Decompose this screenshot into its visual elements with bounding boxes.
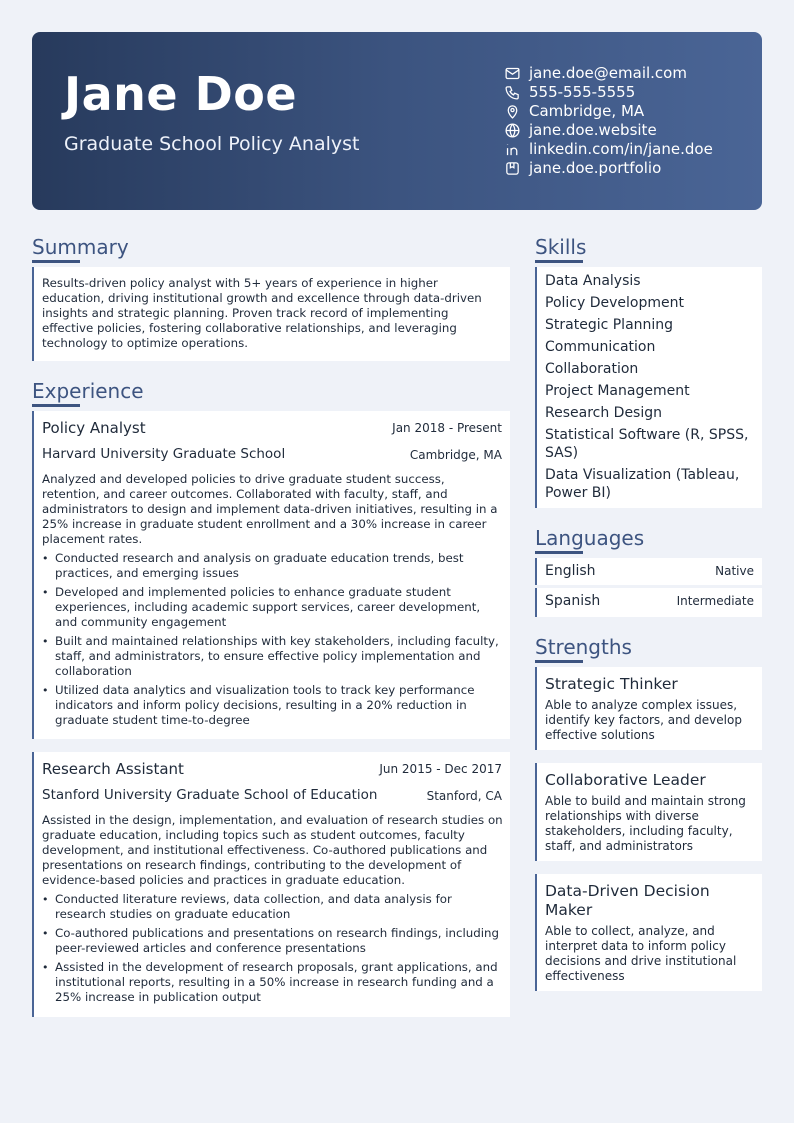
section-underline (535, 551, 583, 554)
section-underline (32, 404, 80, 407)
job-description: Analyzed and developed policies to drive graduate student success, retention, and career outcomes. Collaborated with faculty, staff, and administrators to design and implement data-driven initiatives, resulting in a 25% increase in graduate student enrollment and a 30% increase in career placement rates. (42, 472, 498, 546)
job-bullet: • Co-authored publications and presentations on research findings, including peer-reviewed articles and conference presentations (42, 926, 502, 956)
location-icon (504, 103, 521, 120)
job-title: Policy Analyst (42, 419, 146, 437)
summary-heading: Summary (32, 235, 129, 259)
section-underline (32, 260, 80, 263)
language-level: Native (715, 564, 754, 578)
job-bullet: • Conducted research and analysis on graduate education trends, best practices, and emerging issues (42, 551, 502, 581)
skill-item: Strategic Planning (545, 317, 674, 333)
skill-item: Statistical Software (R, SPSS, SAS) (545, 427, 749, 461)
skills-card (535, 267, 762, 508)
job-bullet: • Conducted literature reviews, data collection, and data analysis for research studies on graduate education (42, 892, 502, 922)
contact-list (504, 64, 713, 178)
strength-title: Data-Driven Decision Maker (545, 882, 710, 919)
contact-text: jane.doe.website (529, 121, 657, 139)
strength-card (535, 763, 762, 861)
job-bullet: • Developed and implemented policies to enhance graduate student experiences, including academic support services, career development, and community engagement (42, 585, 502, 630)
strength-title: Collaborative Leader (545, 771, 706, 789)
contact-linkedin[interactable] (504, 140, 713, 159)
language-row (545, 591, 754, 611)
linkedin-icon (504, 141, 521, 158)
strength-card (535, 874, 762, 991)
language-name: Spanish (545, 593, 601, 609)
contact-text: Cambridge, MA (529, 102, 645, 120)
language-name: English (545, 563, 596, 579)
strength-description: Able to collect, analyze, and interpret data to inform policy decisions and drive institutional effectiveness (545, 924, 737, 983)
strengths-heading: Strengths (535, 635, 632, 659)
contact-text: 555-555-5555 (529, 83, 636, 101)
strength-description: Able to build and maintain strong relationships with diverse stakeholders, including faculty, staff, and administrators (545, 794, 746, 853)
phone-icon (504, 84, 521, 101)
skill-item: Communication (545, 339, 656, 355)
job-location: Stanford, CA (426, 789, 502, 803)
contact-text: linkedin.com/in/jane.doe (529, 140, 713, 158)
mail-icon (504, 65, 521, 82)
job-date: Jan 2018 - Present (392, 421, 502, 435)
language-level: Intermediate (676, 594, 754, 608)
language-card (535, 558, 762, 585)
job-bullet: • Utilized data analytics and visualization tools to track key performance indicators and inform policy decisions, resulting in a 20% reduction in graduate student time-to-degree (42, 683, 502, 728)
experience-heading: Experience (32, 379, 144, 403)
contact-text: jane.doe.portfolio (529, 159, 662, 177)
language-card (535, 588, 762, 617)
job-bullet: • Built and maintained relationships with key stakeholders, including faculty, staff, and administrators, to ensure effective policy implementation and collaboration (42, 634, 502, 679)
skill-item: Policy Development (545, 295, 684, 311)
contact-email[interactable] (504, 64, 713, 83)
job-entry (32, 411, 510, 739)
contact-text: jane.doe@email.com (529, 64, 687, 82)
skill-item: Project Management (545, 383, 690, 399)
job-description: Assisted in the design, implementation, and evaluation of research studies on graduate education, including topics such as student outcomes, faculty development, and institutional effectiveness. Co-authored publications and presentations on research findings, contributing to the development of evidence-based policies and practices in graduate education. (42, 813, 503, 887)
resume-header (32, 32, 762, 210)
job-organization: Harvard University Graduate School (42, 446, 286, 462)
portfolio-icon (504, 160, 521, 177)
job-bullets (42, 551, 502, 732)
languages-heading: Languages (535, 526, 645, 550)
strength-title: Strategic Thinker (545, 675, 678, 693)
section-underline (535, 260, 583, 263)
contact-phone[interactable] (504, 83, 713, 102)
strength-description: Able to analyze complex issues, identify key factors, and develop effective solutions (545, 698, 742, 742)
job-location: Cambridge, MA (409, 448, 502, 462)
job-bullet: • Assisted in the development of research proposals, grant applications, and institutional reports, resulting in a 50% increase in research funding and a 25% increase in publication output (42, 960, 502, 1005)
contact-location (504, 102, 713, 121)
skill-item: Data Visualization (Tableau, Power BI) (545, 467, 740, 501)
summary-card (32, 267, 510, 361)
skill-item: Research Design (545, 405, 663, 421)
contact-portfolio[interactable] (504, 159, 713, 178)
job-title: Research Assistant (42, 760, 184, 778)
strength-card (535, 667, 762, 750)
job-bullets (42, 892, 502, 1009)
section-underline (535, 660, 583, 663)
job-entry (32, 752, 510, 1017)
skills-heading: Skills (535, 235, 587, 259)
globe-icon (504, 122, 521, 139)
skill-item: Data Analysis (545, 273, 641, 289)
job-date: Jun 2015 - Dec 2017 (379, 762, 502, 776)
candidate-name: Jane Doe (64, 67, 298, 121)
candidate-title: Graduate School Policy Analyst (64, 133, 360, 155)
language-row (545, 561, 754, 581)
skill-item: Collaboration (545, 361, 639, 377)
job-organization: Stanford University Graduate School of Education (42, 787, 378, 803)
summary-text: Results-driven policy analyst with 5+ years of experience in higher education, driving institutional growth and excellence through data-driven insights and strategic planning. Proven track record of implementing effective policies, fostering collaborative relationships, and leveraging technology to optimize operations. (42, 276, 482, 350)
contact-website[interactable] (504, 121, 713, 140)
